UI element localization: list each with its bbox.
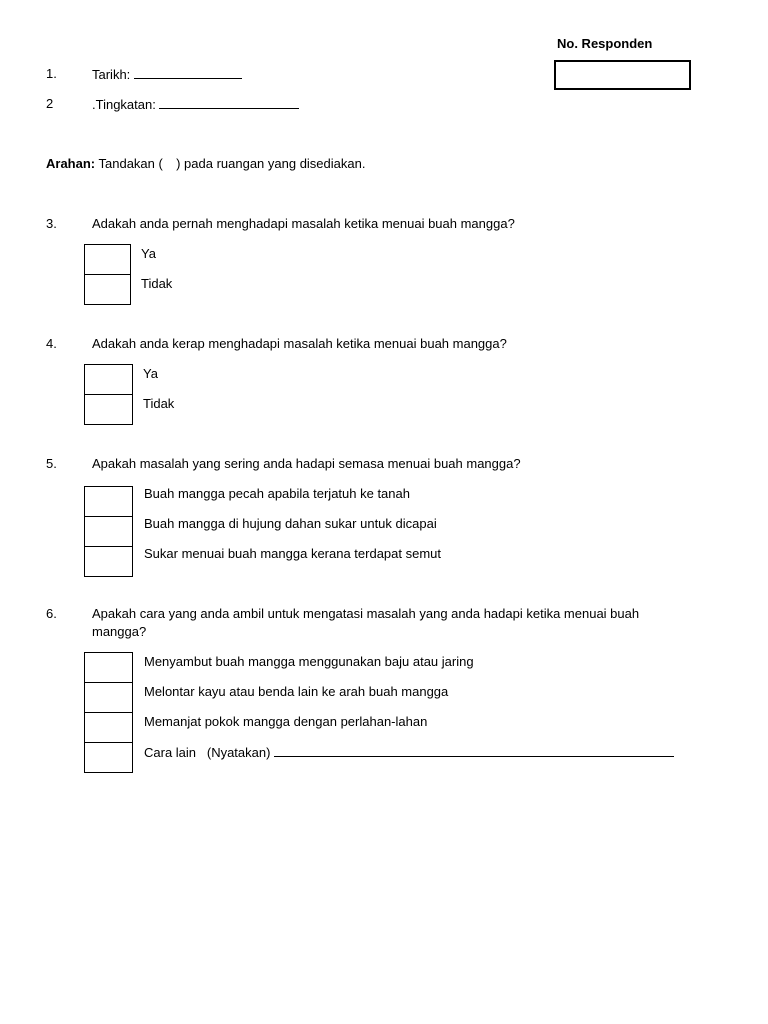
q4-checkbox-tidak[interactable] <box>84 394 133 425</box>
field-tingkatan-label: .Tingkatan: <box>92 97 156 112</box>
q4-option-ya: Ya <box>143 366 158 381</box>
q5-checkbox-3[interactable] <box>84 546 133 577</box>
q4-number: 4. <box>46 336 57 351</box>
q6-option-3: Memanjat pokok mangga dengan perlahan-lahan <box>144 714 428 729</box>
field-tarikh <box>92 66 242 82</box>
instruction <box>46 156 365 171</box>
q5-checkbox-2[interactable] <box>84 516 133 546</box>
q3-text: Adakah anda pernah menghadapi masalah ketika menuai buah mangga? <box>92 216 515 231</box>
q5-checkbox-group <box>84 486 133 577</box>
q6-option-4 <box>144 744 674 760</box>
q3-option-tidak: Tidak <box>141 276 173 291</box>
field-2-number: 2 <box>46 96 54 111</box>
q4-checkbox-ya[interactable] <box>84 364 133 394</box>
instruction-lead: Arahan: <box>46 156 96 171</box>
q6-number: 6. <box>46 606 57 621</box>
q5-number: 5. <box>46 456 57 471</box>
q3-checkbox-ya[interactable] <box>84 244 131 274</box>
q6-option-2: Melontar kayu atau benda lain ke arah buah mangga <box>144 684 449 699</box>
q3-checkbox-group <box>84 244 131 305</box>
q6-checkbox-1[interactable] <box>84 652 133 682</box>
responden-input-box[interactable] <box>554 60 691 90</box>
q6-checkbox-group <box>84 652 133 773</box>
field-1-number: 1. <box>46 66 57 81</box>
q4-text: Adakah anda kerap menghadapi masalah ketika menuai buah mangga? <box>92 336 507 351</box>
q6-checkbox-2[interactable] <box>84 682 133 712</box>
instruction-text-before: Tandakan ( <box>98 156 163 171</box>
field-tingkatan-line[interactable] <box>159 96 299 109</box>
q5-option-2: Buah mangga di hujung dahan sukar untuk dicapai <box>144 516 437 531</box>
q4-option-tidak: Tidak <box>143 396 175 411</box>
q3-option-ya: Ya <box>141 246 156 261</box>
q5-checkbox-1[interactable] <box>84 486 133 516</box>
responden-label: No. Responden <box>557 36 653 51</box>
q6-option-1: Menyambut buah mangga menggunakan baju atau jaring <box>144 654 474 669</box>
field-tarikh-line[interactable] <box>134 66 242 79</box>
q4-checkbox-group <box>84 364 133 425</box>
q6-checkbox-4[interactable] <box>84 742 133 773</box>
q6-checkbox-3[interactable] <box>84 712 133 742</box>
instruction-text-after: ) pada ruangan yang disediakan. <box>176 156 366 171</box>
q3-number: 3. <box>46 216 57 231</box>
q6-option-4-label: Cara lain (Nyatakan) <box>144 745 271 760</box>
field-tarikh-label: Tarikh: <box>92 67 131 82</box>
q6-text-line2: mangga? <box>92 624 147 639</box>
q5-text: Apakah masalah yang sering anda hadapi semasa menuai buah mangga? <box>92 456 521 471</box>
q6-text-line1: Apakah cara yang anda ambil untuk mengatasi masalah yang anda hadapi ketika menuai buah <box>92 606 640 621</box>
q3-checkbox-tidak[interactable] <box>84 274 131 305</box>
q5-option-1: Buah mangga pecah apabila terjatuh ke tanah <box>144 486 410 501</box>
field-tingkatan <box>92 96 299 112</box>
q5-option-3: Sukar menuai buah mangga kerana terdapat semut <box>144 546 442 561</box>
q6-option-4-specify-line[interactable] <box>274 744 674 757</box>
